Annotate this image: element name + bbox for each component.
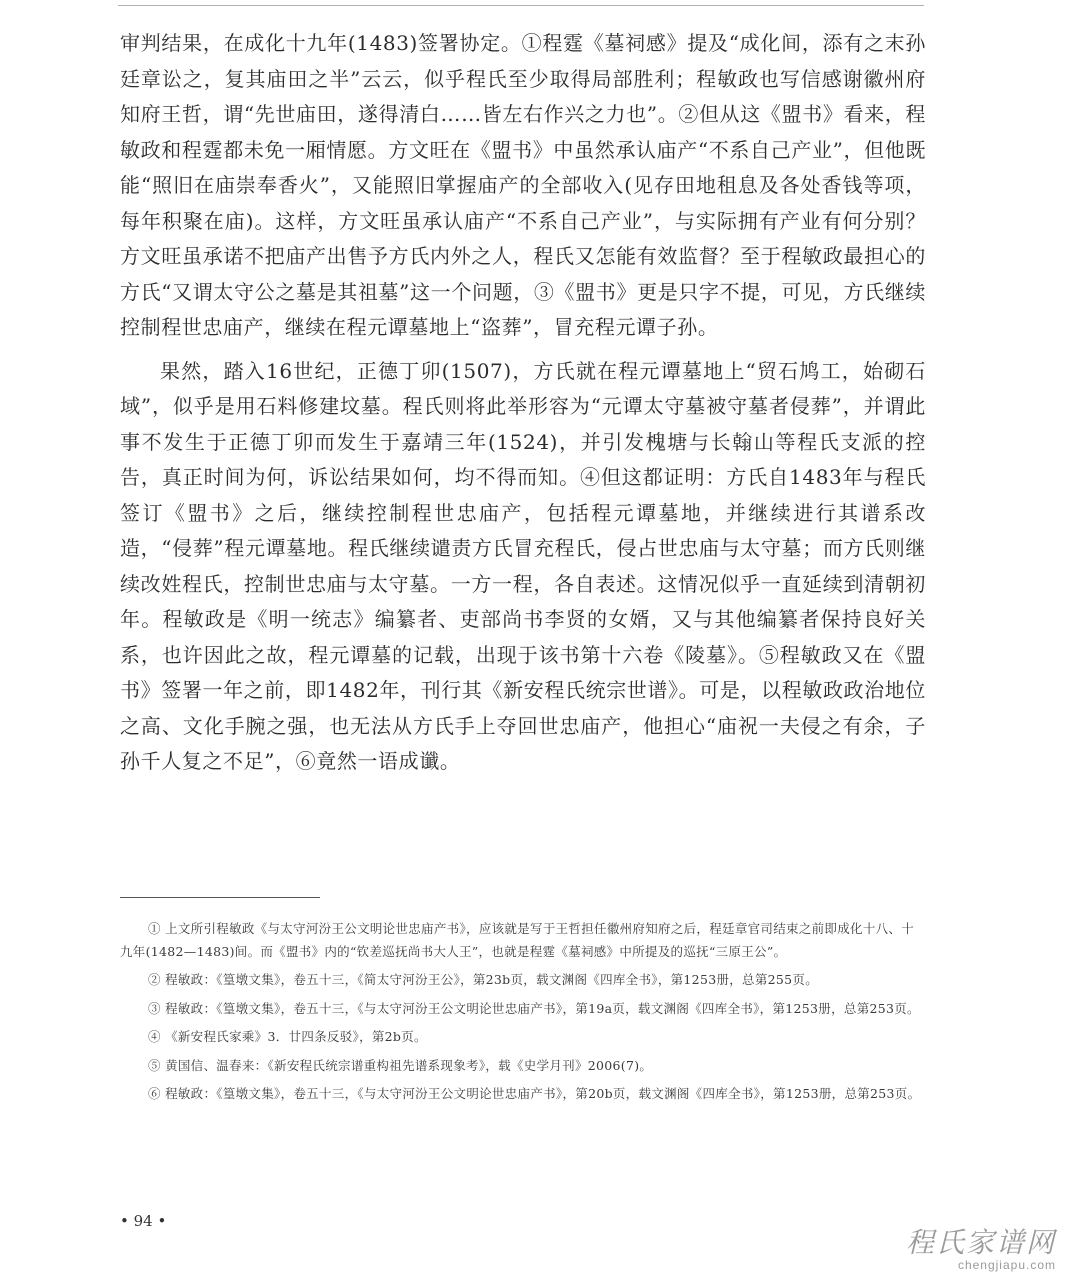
footnote-2: ② 程敏政：《篁墩文集》，卷五十三，《简太守河汾王公》，第23b页，载文渊阁《四库全书》，第1253册，总第255页。: [148, 972, 819, 987]
page-number: • 94 •: [120, 1212, 167, 1230]
footnote-1: ① 上文所引程敏政《与太守河汾王公文明论世忠庙产书》，应该就是写于王哲担任徽州府知府之后，程廷章官司结束之前即成化十八、十九年(1482—1483)间。而《盟书》内的“钦差巡抚尚书大人王”，也就是程霆《墓祠感》中所提及的巡抚“三原王公”。: [120, 921, 915, 959]
watermark-url: chengjiapu.com: [957, 1258, 1056, 1272]
footnote-5: ⑤ 黄国信、温春来：《新安程氏统宗谱重构祖先谱系现象考》，载《史学月刊》2006(7)。: [148, 1057, 653, 1073]
paragraph-2: 果然，踏入16世纪，正德丁卯(1507)，方氏就在程元谭墓地上“贸石鸠工，始砌石域”，似乎是用石料修建坟墓。程氏则将此举形容为“元谭太守墓被守墓者侵葬”，并谓此事不发生于正德丁卯而发生于嘉靖三年(1524)，并引发槐塘与长翰山等程氏支派的控告，真正时间为何，诉讼结果如何，均不得而知。④但这都证明：方氏自1483年与程氏签订《盟书》之后，继续控制程世忠庙产，包括程元谭墓地，并继续进行其谱系改造，“侵葬”程元谭墓地。程氏继续谴责方氏冒充程氏，侵占世忠庙与太守墓；而方氏则继续改姓程氏，控制世忠庙与太守墓。一方一程，各自表述。这情况似乎一直延续到清朝初年。程敏政是《明一统志》编纂者、吏部尚书李贤的女婿，又与其他编纂者保持良好关系，也许因此之故，程元谭墓的记载，出现于该书第十六卷《陵墓》。⑤程敏政又在《盟书》签署一年之前，即1482年，刊行其《新安程氏统宗世谱》。可是，以程敏政政治地位之高、文化手腕之强，也无法从方氏手上夺回世忠庙产，他担心“庙祝一夫侵之有余，子孙千人复之不足”，⑥竟然一语成谶。: [120, 358, 926, 773]
header-rule: [118, 5, 924, 6]
footnote-3: ③ 程敏政：《篁墩文集》，卷五十三，《与太守河汾王公文明论世忠庙产书》，第19a页，载文渊阁《四库全书》，第1253册，总第253页。: [148, 1000, 920, 1016]
footnotes: [120, 918, 926, 1112]
paragraph-1: 审判结果，在成化十九年(1483)签署协定。①程霆《墓祠感》提及“成化间，添有之末孙廷章讼之，复其庙田之半”云云，似乎程氏至少取得局部胜利；程敏政也写信感谢徽州府知府王哲，谓“先世庙田，遂得清白……皆左右作兴之力也”。②但从这《盟书》看来，程敏政和程霆都未免一厢情愿。方文旺在《盟书》中虽然承认庙产“不系自己产业”，但他既能“照旧在庙崇奉香火”，又能照旧掌握庙产的全部收入(见存田地租息及各处香钱等项，每年积聚在庙)。这样，方文旺虽承认庙产“不系自己产业”，与实际拥有产业有何分别？方文旺虽承诺不把庙产出售予方氏内外之人，程氏又怎能有效监督？至于程敏政最担心的方氏“又谓太守公之墓是其祖墓”这一个问题，③《盟书》更是只字不提，可见，方氏继续控制程世忠庙产，继续在程元谭墓地上“盗葬”，冒充程元谭子孙。: [120, 31, 926, 339]
footnote-6: ⑥ 程敏政：《篁墩文集》，卷五十三，《与太守河汾王公文明论世忠庙产书》，第20b页，载文渊阁《四库全书》，第1253册，总第253页。: [148, 1086, 921, 1101]
footnote-4: ④ 《新安程氏家乘》3．廿四条反驳》，第2b页。: [148, 1029, 427, 1044]
watermark-text: 程氏家谱网: [905, 1226, 1056, 1259]
watermark: [846, 1228, 1056, 1272]
body-text: [120, 26, 926, 780]
footnote-separator: [120, 897, 320, 898]
